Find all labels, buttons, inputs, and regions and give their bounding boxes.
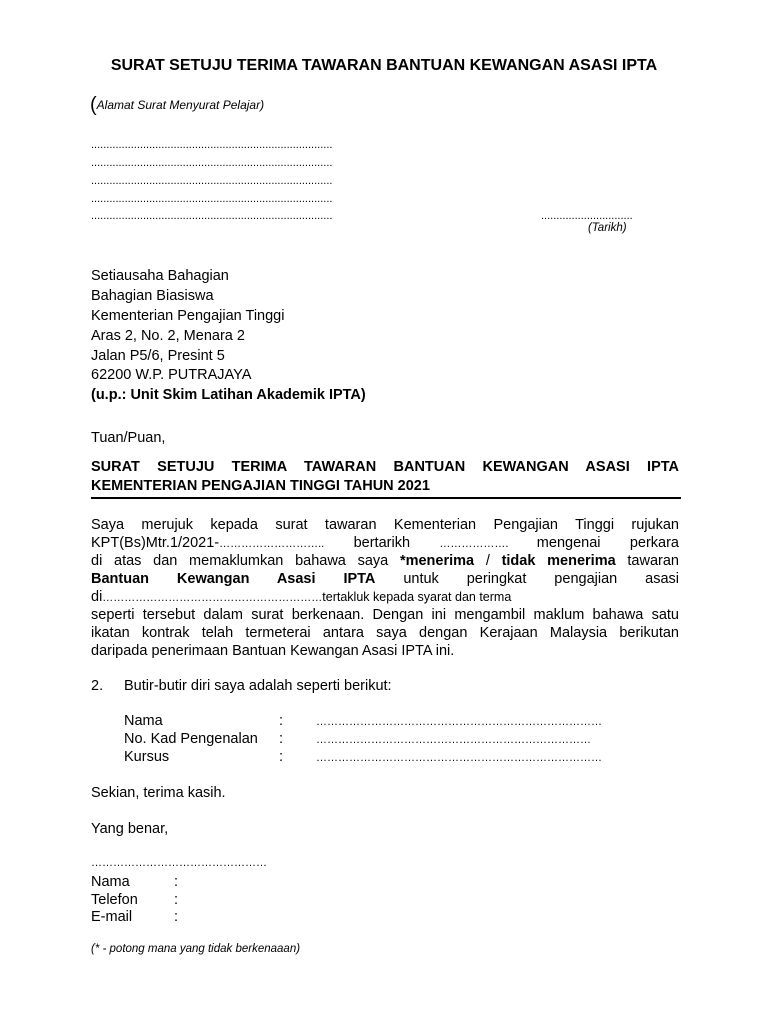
recipient-line-2: Bahagian Biasiswa: [91, 288, 214, 304]
tawaran-text: tawaran: [615, 553, 679, 569]
paragraph1-line-4: [91, 571, 679, 587]
peringkat-text: untuk peringkat pengajian asasi: [375, 571, 679, 587]
recipient-line-3: Kementerian Pengajian Tinggi: [91, 308, 285, 324]
footnote: (* - potong mana yang tidak berkenaaan): [91, 943, 301, 955]
di-text: di: [91, 589, 103, 605]
paragraph1-line-6: seperti tersebut dalam surat berkenaan. Dengan ini mengambil maklum bahawa satu: [91, 607, 679, 623]
detail-dots-ic: …………………………………………………………………: [316, 734, 591, 746]
program-name: Bantuan Kewangan Asasi IPTA: [91, 571, 376, 587]
detail-dots-name: ……………………………………………………………………: [316, 716, 602, 728]
signer-colon-phone: :: [174, 892, 179, 908]
address-label: [90, 94, 264, 117]
paragraph1-line-7: ikatan kontrak telah termeterai antara saya dengan Kerajaan Malaysia berikutan: [91, 625, 679, 641]
detail-label-ic: No. Kad Pengenalan: [124, 731, 258, 747]
recipient-line-5: Jalan P5/6, Presint 5: [91, 348, 225, 364]
address-line-2: ...............................................................................: [91, 157, 333, 169]
address-line-5: ...............................................................................: [91, 210, 333, 222]
detail-colon-ic: :: [279, 731, 284, 747]
signature-line: …………………………………………: [91, 857, 267, 869]
detail-colon-course: :: [279, 749, 284, 765]
address-line-3: ...............................................................................: [91, 175, 333, 187]
address-label-text: Alamat Surat Menyurat Pelajar): [96, 98, 265, 112]
paragraph1-line-2: [91, 535, 679, 551]
paragraph1-line-3: [91, 553, 679, 569]
date-line: ..............................: [541, 210, 633, 222]
paragraph1-line-5: [91, 589, 511, 605]
recipient-line-1: Setiausaha Bahagian: [91, 268, 229, 284]
closing: Sekian, terima kasih.: [91, 785, 226, 801]
signer-colon-email: :: [174, 909, 179, 925]
reference-number: KPT(Bs)Mtr.1/2021-: [91, 535, 220, 551]
memaklumkan-text: di atas dan memaklumkan bahawa saya: [91, 553, 400, 569]
salutation: Tuan/Puan,: [91, 430, 166, 446]
signer-label-phone: Telefon: [91, 892, 138, 908]
recipient-attention: (u.p.: Unit Skim Latihan Akademik IPTA): [91, 387, 366, 403]
detail-label-course: Kursus: [124, 749, 170, 765]
date-label: (Tarikh): [588, 222, 627, 234]
detail-label-name: Nama: [124, 713, 163, 729]
subject-rule: [91, 497, 681, 499]
subject-line-2: KEMENTERIAN PENGAJIAN TINGGI TAHUN 2021: [91, 478, 430, 494]
paragraph1-line-8: daripada penerimaan Bantuan Kewangan Asasi IPTA ini.: [91, 643, 455, 659]
tertakluk-text: tertakluk kepada syarat dan terma: [322, 590, 512, 604]
detail-colon-name: :: [279, 713, 284, 729]
address-line-4: ...............................................................................: [91, 193, 333, 205]
address-paren: (: [90, 94, 97, 116]
paragraph1-line-1: Saya merujuk kepada surat tawaran Kementerian Pengajian Tinggi rujukan: [91, 517, 679, 533]
paragraph2-text: Butir-butir diri saya adalah seperti berikut:: [124, 678, 392, 694]
detail-dots-course: ……………………………………………………………………: [316, 752, 602, 764]
paragraph2-number: 2.: [91, 678, 104, 694]
date-dots: ……………….: [439, 538, 537, 550]
signer-colon-name: :: [174, 874, 179, 890]
document-title: SURAT SETUJU TERIMA TAWARAN BANTUAN KEWANGAN ASASI IPTA: [110, 57, 658, 74]
accept-option: *menerima: [399, 553, 475, 569]
reference-dots: ………………………..: [219, 538, 325, 550]
recipient-line-4: Aras 2, No. 2, Menara 2: [91, 328, 245, 344]
recipient-line-6: 62200 W.P. PUTRAJAYA: [91, 367, 252, 383]
address-line-1: ...............................................................................: [91, 139, 333, 151]
signer-label-email: E-mail: [91, 909, 133, 925]
bertarikh-text: bertarikh: [324, 535, 440, 551]
signer-label-name: Nama: [91, 874, 130, 890]
reject-option: tidak menerima: [501, 553, 616, 569]
subject-line-1: SURAT SETUJU TERIMA TAWARAN BANTUAN KEWANGAN ASASI IPTA: [91, 459, 679, 475]
option-separator: /: [474, 553, 502, 569]
institution-dots: ……………………………………………………: [102, 592, 323, 604]
mengenai-text: mengenai perkara: [536, 535, 679, 551]
sign-off: Yang benar,: [91, 821, 169, 837]
